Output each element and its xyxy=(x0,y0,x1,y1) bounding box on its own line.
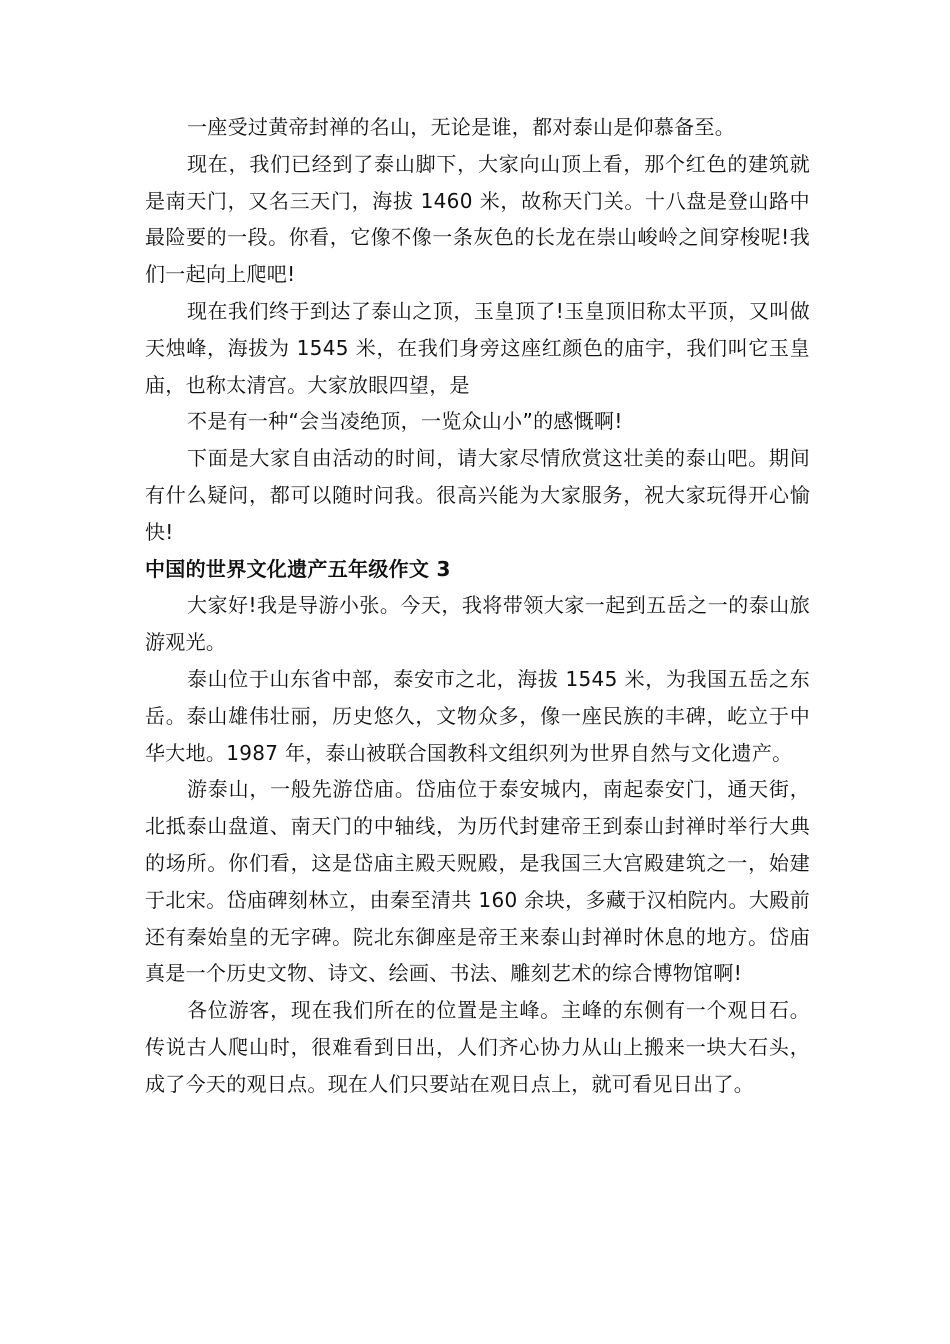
paragraph: 现在，我们已经到了泰山脚下，大家向山顶上看，那个红色的建筑就是南天门，又名三天门，海拔 1460 米，故称天门关。十八盘是登山路中最险要的一段。你看，它像不像一条灰色的长龙在崇山峻岭之间穿梭呢!我们一起向上爬吧! xyxy=(145,151,810,287)
paragraph: 大家好!我是导游小张。今天，我将带领大家一起到五岳之一的泰山旅游观光。 xyxy=(145,593,810,655)
paragraph: 一座受过黄帝封禅的名山，无论是谁，都对泰山是仰慕备至。 xyxy=(187,115,736,139)
paragraph: 泰山位于山东省中部，泰安市之北，海拔 1545 米，为我国五岳之东岳。泰山雄伟壮丽，历史悠久，文物众多，像一座民族的丰碑，屹立于中华大地。1987 年，泰山被联合国教科文组织列为世界自然与文化遗产。 xyxy=(145,666,810,765)
paragraph: 下面是大家自由活动的时间，请大家尽情欣赏这壮美的泰山吧。期间有什么疑问，都可以随时问我。很高兴能为大家服务，祝大家玩得开心愉快! xyxy=(145,446,810,544)
paragraph: 游泰山，一般先游岱庙。岱庙位于泰安城内，南起泰安门，通天街，北抵泰山盘道、南天门的中轴线，为历代封建帝王到泰山封禅时举行大典的场所。你们看，这是岱庙主殿天贶殿，是我国三大宫殿建筑之一，始建于北宋。岱庙碑刻林立，由秦至清共 160 余块，多藏于汉柏院内。大殿前还有秦始皇的无字碑。院北东御座是帝王来泰山封禅时休息的地方。岱庙真是一个历史文物、诗文、绘画、书法、雕刻艺术的综合博物馆啊! xyxy=(145,777,810,986)
document-page xyxy=(145,109,810,1103)
paragraph: 不是有一种“会当凌绝顶，一览众山小”的感慨啊! xyxy=(187,409,623,434)
section-heading: 中国的世界文化遗产五年级作文 3 xyxy=(145,556,451,581)
paragraph: 现在我们终于到达了泰山之顶，玉皇顶了!玉皇顶旧称太平顶，又叫做天烛峰，海拔为 1545 米，在我们身旁这座红颜色的庙宇，我们叫它玉皇庙，也称太清宫。大家放眼四望，是 xyxy=(145,298,810,397)
paragraph: 各位游客，现在我们所在的位置是主峰。主峰的东侧有一个观日石。传说古人爬山时，很难看到日出，人们齐心协力从山上搬来一块大石头，成了今天的观日点。现在人们只要站在观日点上，就可看见日出了。 xyxy=(145,998,810,1096)
